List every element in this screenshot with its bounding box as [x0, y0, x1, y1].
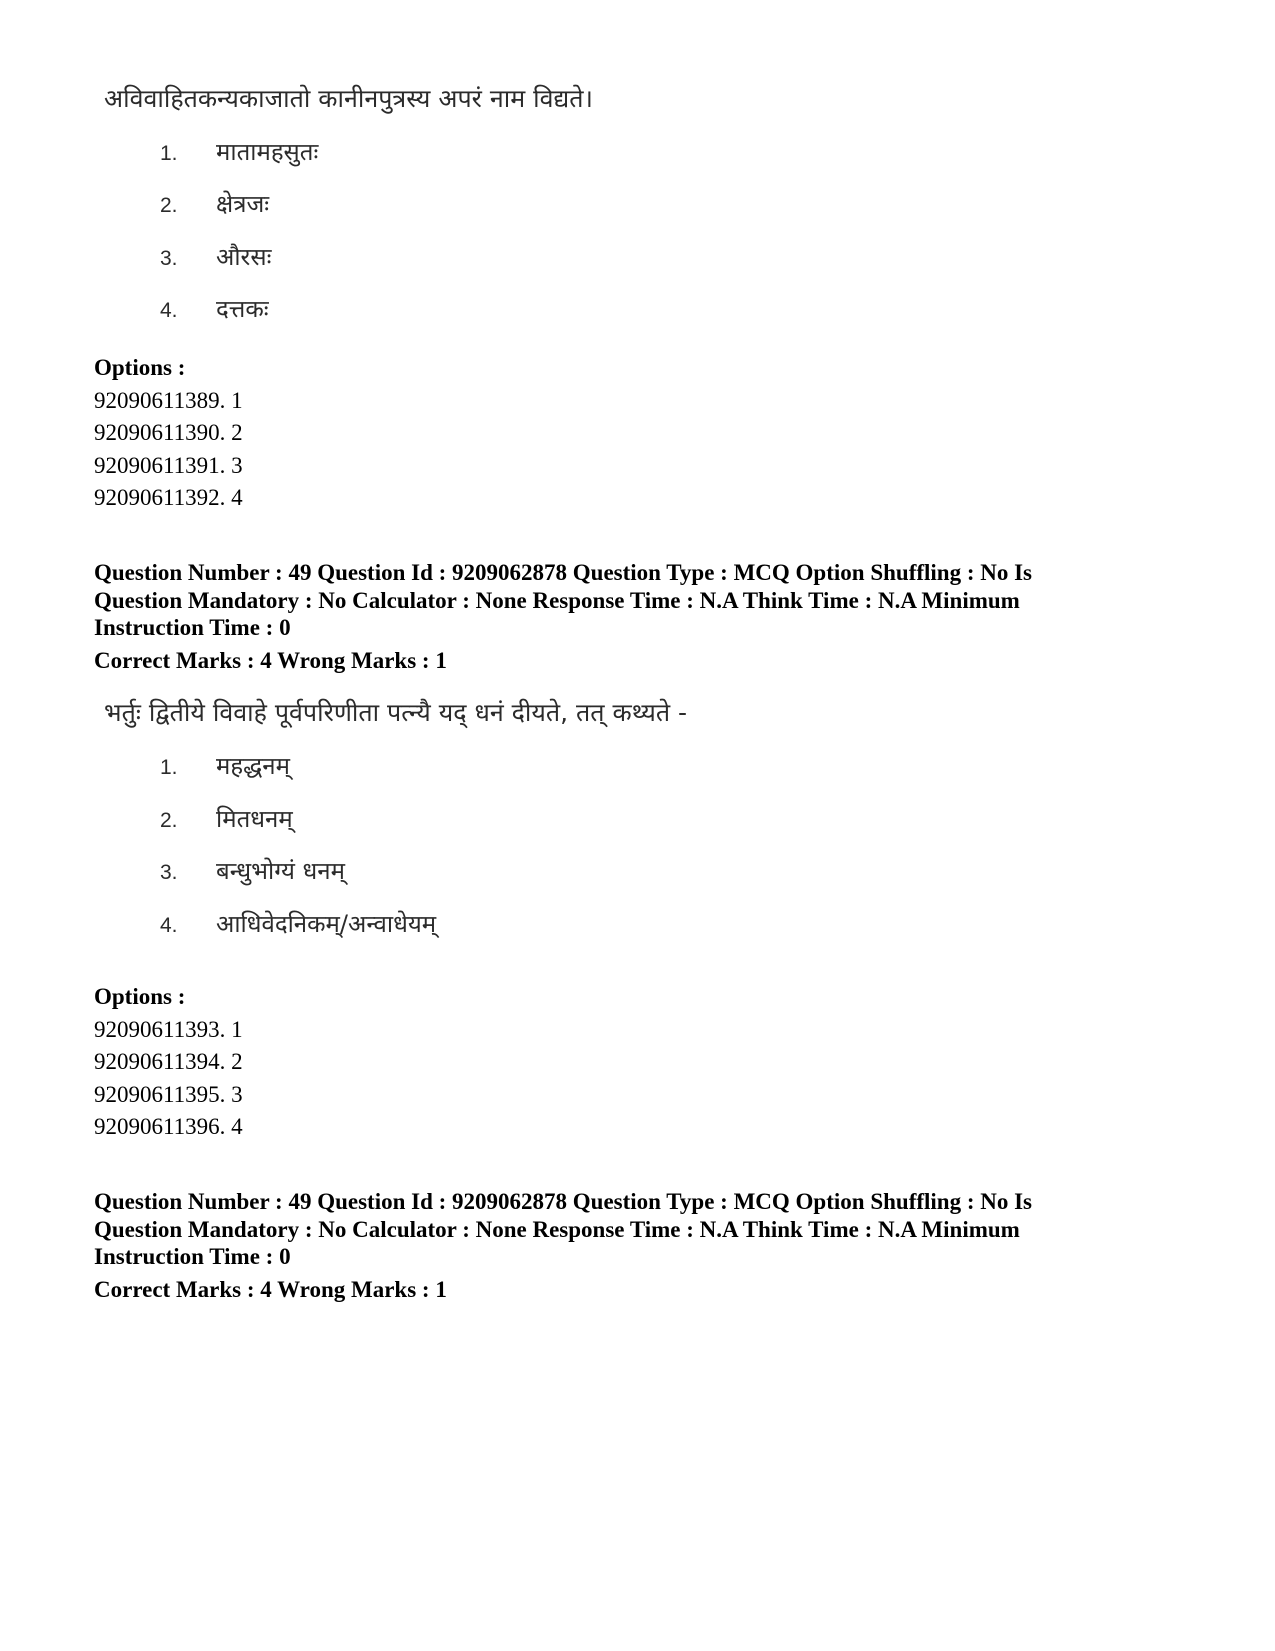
options-label: Options :	[94, 355, 186, 380]
choice-text: मातामहसुतः	[216, 138, 319, 166]
choice-number: 2.	[160, 194, 178, 217]
choice-number: 2.	[160, 809, 178, 832]
options-block	[94, 981, 243, 1144]
choice-number: 4.	[160, 914, 178, 937]
choice-text: मितधनम्	[216, 805, 293, 833]
choice-item	[160, 136, 318, 170]
option-line: 92090611394. 2	[94, 1049, 243, 1074]
choice-number: 3.	[160, 861, 178, 884]
choice-text: औरसः	[216, 243, 272, 271]
option-line: 92090611390. 2	[94, 420, 243, 445]
option-line: 92090611391. 3	[94, 452, 243, 478]
choice-text: आधिवेदनिकम्/अन्वाधेयम्	[216, 910, 437, 938]
question-meta	[94, 559, 1094, 676]
option-line: 92090611396. 4	[94, 1114, 243, 1139]
choice-item	[160, 188, 269, 222]
option-line: 92090611393. 1	[94, 1016, 243, 1042]
options-block	[94, 352, 243, 515]
choice-number: 1.	[160, 142, 178, 165]
choice-number: 4.	[160, 299, 178, 322]
question-image-1	[104, 82, 593, 323]
choice-number: 1.	[160, 756, 178, 779]
question-image-2	[104, 696, 688, 938]
question-info: Question Number : 49 Question Id : 9209062878 Question Type : MCQ Option Shuffling : No Is Question Mandatory : No Calculator : None Response Time : N.A Think Time : N.A Minimum Instruction Time : 0	[94, 560, 1033, 640]
choice-number: 3.	[160, 247, 178, 270]
choice-text: बन्धुभोग्यं धनम्	[216, 857, 345, 885]
question-stem: अविवाहितकन्यकाजातो कानीनपुत्रस्य अपरं नाम विद्यते।	[104, 84, 593, 113]
option-line: 92090611389. 1	[94, 387, 243, 413]
choice-text: दत्तकः	[216, 295, 269, 323]
question-marks: Correct Marks : 4 Wrong Marks : 1	[94, 647, 447, 673]
question-stem: भर्तुः द्वितीये विवाहे पूर्वपरिणीता पत्न्यै यद् धनं दीयते, तत् कथ्यते -	[104, 698, 688, 727]
question-marks: Correct Marks : 4 Wrong Marks : 1	[94, 1276, 447, 1302]
option-line: 92090611395. 3	[94, 1081, 243, 1107]
choice-text: क्षेत्रजः	[216, 190, 270, 218]
question-info: Question Number : 49 Question Id : 9209062878 Question Type : MCQ Option Shuffling : No Is Question Mandatory : No Calculator : None Response Time : N.A Think Time : N.A Minimum Instruction Time : 0	[94, 1189, 1033, 1269]
choice-item	[160, 293, 269, 327]
choice-item	[160, 241, 271, 275]
choice-item	[160, 750, 290, 784]
choice-item	[160, 803, 293, 837]
choice-item	[160, 908, 436, 942]
choice-item	[160, 855, 345, 889]
option-line: 92090611392. 4	[94, 485, 243, 510]
choice-text: महद्धनम्	[216, 752, 290, 780]
options-label: Options :	[94, 984, 186, 1009]
question-meta	[94, 1188, 1094, 1305]
